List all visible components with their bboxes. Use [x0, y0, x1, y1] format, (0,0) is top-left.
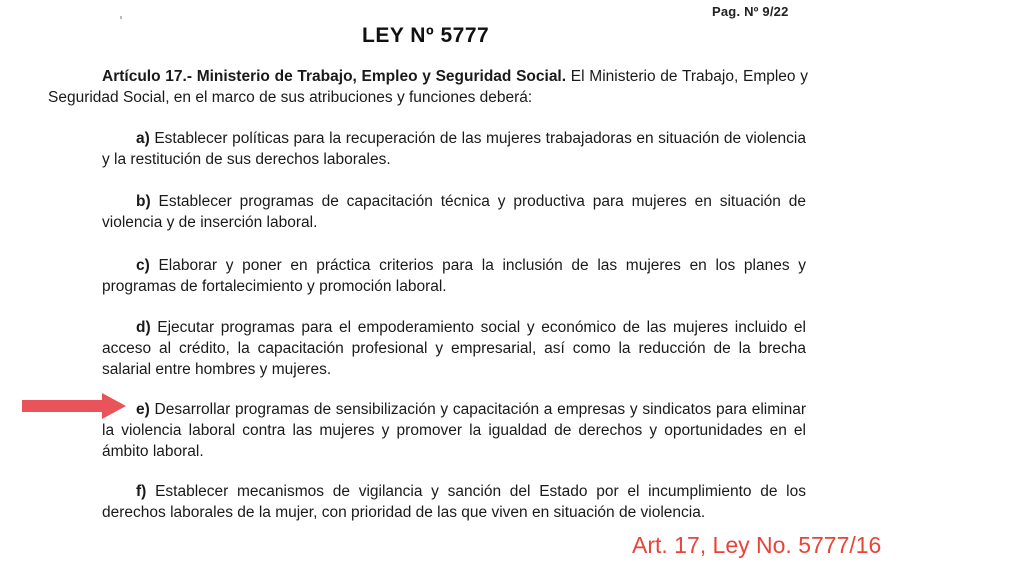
list-item-c — [102, 255, 806, 297]
item-text: Ejecutar programas para el empoderamiento social y económico de las mujeres incluido el acceso al crédito, la capacitación profesional y empresarial, así como la reducción de la brecha salarial entre hombres y mujeres. — [102, 319, 806, 378]
item-letter: c) — [136, 257, 150, 274]
citation-caption: Art. 17, Ley No. 5777/16 — [632, 532, 882, 558]
list-item-f — [102, 481, 806, 523]
list-item-d — [102, 317, 806, 380]
page-number: Pag. Nº 9/22 — [712, 4, 789, 19]
article-intro — [48, 66, 808, 108]
list-item-e — [102, 399, 806, 462]
scan-speck — [120, 16, 122, 19]
item-letter: d) — [136, 319, 151, 336]
item-text: Establecer políticas para la recuperación de las mujeres trabajadoras en situación de violencia y la restitución de sus derechos laborales. — [102, 130, 806, 168]
item-letter: a) — [136, 130, 150, 147]
item-text: Establecer programas de capacitación técnica y productiva para mujeres en situación de violencia y de inserción laboral. — [102, 193, 806, 231]
article-intro-text: El Ministerio de Trabajo, Empleo y Seguridad Social, en el marco de sus atribuciones y funciones deberá: — [48, 68, 808, 106]
item-text: Elaborar y poner en práctica criterios para la inclusión de las mujeres en los planes y programas de fortalecimiento y promoción laboral. — [102, 257, 806, 295]
list-item-b — [102, 191, 806, 233]
item-text: Establecer mecanismos de vigilancia y sanción del Estado por el incumplimiento de los derechos laborales de la mujer, con prioridad de las que viven en situación de violencia. — [102, 483, 806, 521]
item-text: Desarrollar programas de sensibilización y capacitación a empresas y sindicatos para eliminar la violencia laboral contra las mujeres y promover la igualdad de derechos y oportunidades en el ámbito laboral. — [102, 401, 806, 460]
item-letter: b) — [136, 193, 151, 210]
article-heading: Artículo 17.- Ministerio de Trabajo, Empleo y Seguridad Social. — [102, 68, 567, 85]
law-title: LEY Nº 5777 — [362, 24, 490, 47]
item-letter: e) — [136, 401, 150, 418]
list-item-a — [102, 128, 806, 170]
item-letter: f) — [136, 483, 147, 500]
